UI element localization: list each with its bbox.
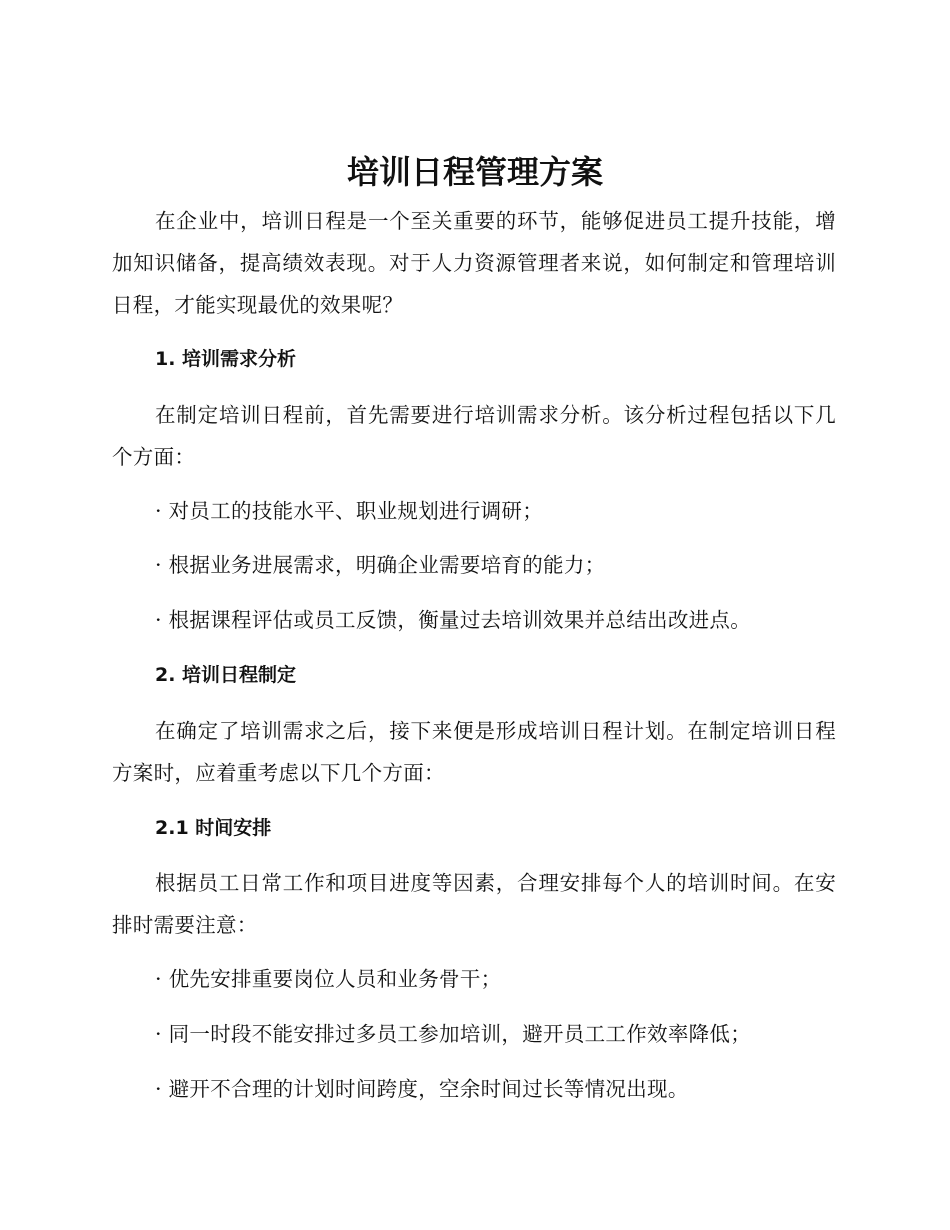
section-1-bullet: · 根据课程评估或员工反馈，衡量过去培训效果并总结出改进点。 bbox=[155, 608, 752, 632]
section-1-heading: 1. 培训需求分析 bbox=[155, 348, 297, 370]
section-1-bullet: · 根据业务进展需求，明确企业需要培育的能力； bbox=[155, 553, 606, 577]
subsection-2-1-bullet: · 避开不合理的计划时间跨度，空余时间过长等情况出现。 bbox=[155, 1077, 689, 1101]
subsection-2-1-bullet: · 同一时段不能安排过多员工参加培训，避开员工工作效率降低； bbox=[155, 1022, 752, 1046]
section-2-heading: 2. 培训日程制定 bbox=[155, 664, 297, 686]
subsection-2-1-bullet: · 优先安排重要岗位人员和业务骨干； bbox=[155, 967, 502, 991]
section-2-paragraph: 在确定了培训需求之后，接下来便是形成培训日程计划。在制定培训日程方案时，应着重考虑以下几个方面： bbox=[112, 719, 836, 785]
subsection-2-1-paragraph: 根据员工日常工作和项目进度等因素，合理安排每个人的培训时间。在安排时需要注意： bbox=[112, 871, 836, 937]
section-1-bullet: · 对员工的技能水平、职业规划进行调研； bbox=[155, 499, 544, 523]
intro-paragraph: 在企业中，培训日程是一个至关重要的环节，能够促进员工提升技能，增加知识储备，提高绩效表现。对于人力资源管理者来说，如何制定和管理培训日程，才能实现最优的效果呢？ bbox=[112, 209, 836, 317]
subsection-2-1-heading: 2.1 时间安排 bbox=[155, 817, 272, 839]
document-title: 培训日程管理方案 bbox=[346, 153, 603, 191]
section-1-paragraph: 在制定培训日程前，首先需要进行培训需求分析。该分析过程包括以下几个方面： bbox=[112, 403, 836, 469]
